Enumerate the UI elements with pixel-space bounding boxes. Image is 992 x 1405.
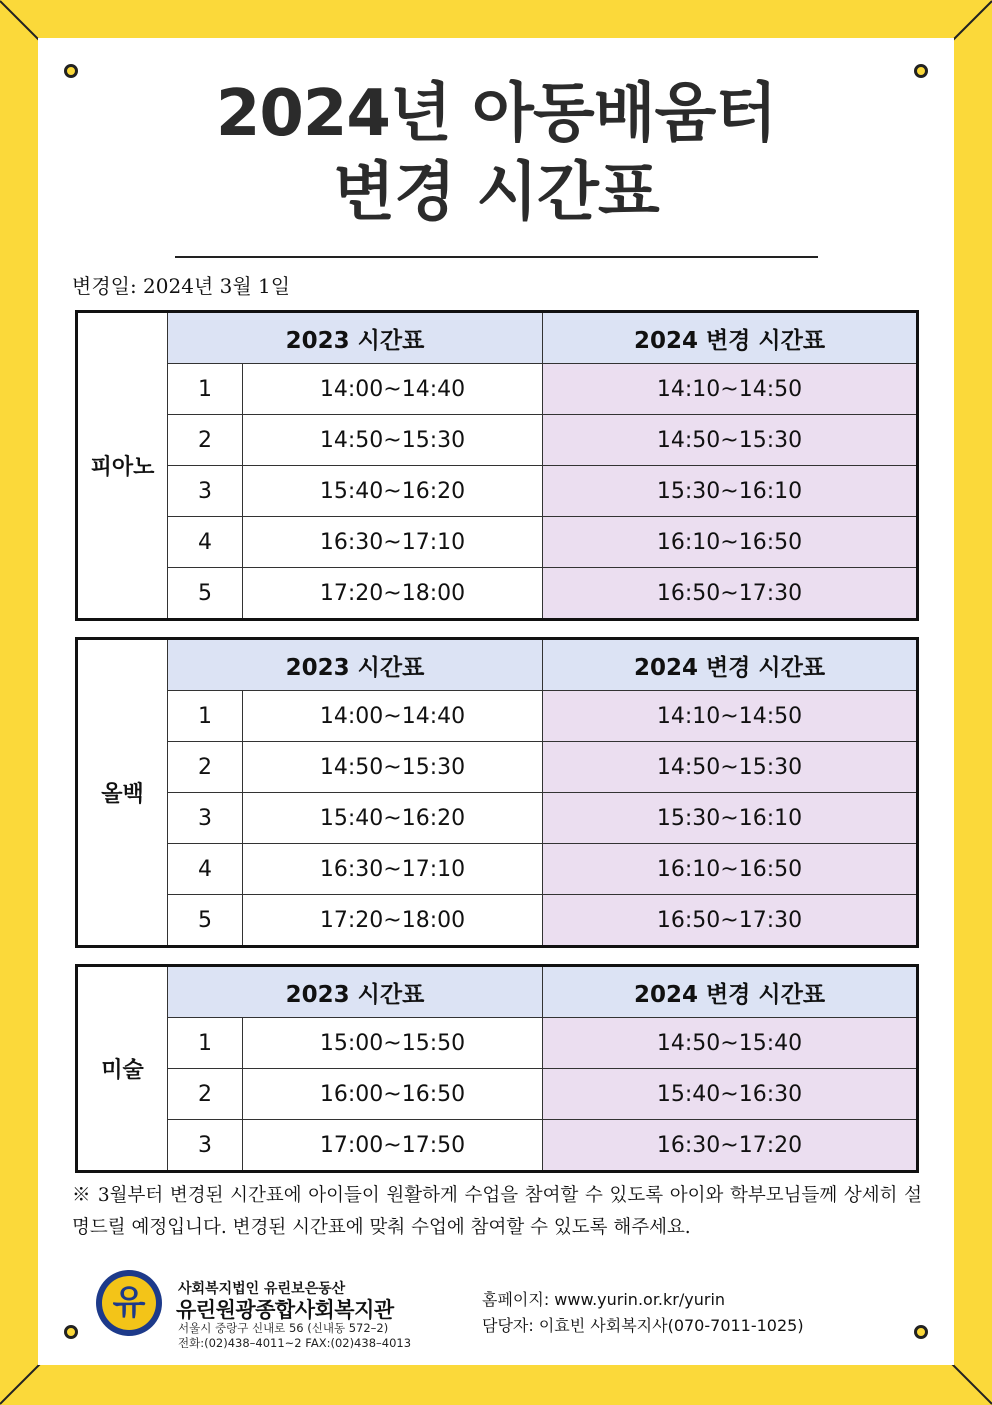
subject-label: 올백 bbox=[77, 639, 168, 947]
old-time: 14:00~14:40 bbox=[243, 364, 543, 415]
period-number: 1 bbox=[168, 364, 243, 415]
old-time: 17:00~17:50 bbox=[243, 1120, 543, 1172]
period-number: 4 bbox=[168, 517, 243, 568]
period-number: 5 bbox=[168, 895, 243, 947]
period-number: 3 bbox=[168, 793, 243, 844]
old-time: 16:30~17:10 bbox=[243, 517, 543, 568]
table-row bbox=[77, 895, 918, 947]
subject-label: 피아노 bbox=[77, 312, 168, 620]
org-name: 유린원광종합사회복지관 bbox=[176, 1298, 394, 1322]
period-number: 2 bbox=[168, 415, 243, 466]
period-number: 3 bbox=[168, 466, 243, 517]
page-title-line1: 2024년 아동배움터 bbox=[215, 77, 777, 151]
old-time: 16:30~17:10 bbox=[243, 844, 543, 895]
table-row bbox=[77, 742, 918, 793]
org-address: 서울시 중랑구 신내로 56 (신내동 572–2) bbox=[178, 1321, 389, 1335]
table-row bbox=[77, 691, 918, 742]
new-time: 16:50~17:30 bbox=[543, 895, 918, 947]
page-title-line2: 변경 시간표 bbox=[333, 156, 659, 230]
new-time: 16:10~16:50 bbox=[543, 517, 918, 568]
pin-icon-bottom-left bbox=[64, 1325, 78, 1339]
new-time: 14:50~15:30 bbox=[543, 742, 918, 793]
period-number: 3 bbox=[168, 1120, 243, 1172]
new-time: 14:50~15:30 bbox=[543, 415, 918, 466]
table-row bbox=[77, 1018, 918, 1069]
table-row bbox=[77, 568, 918, 620]
period-number: 4 bbox=[168, 844, 243, 895]
org-parent: 사회복지법인 유린보은동산 bbox=[178, 1281, 346, 1297]
table-row bbox=[77, 793, 918, 844]
old-time: 14:50~15:30 bbox=[243, 415, 543, 466]
period-number: 1 bbox=[168, 1018, 243, 1069]
old-time: 15:00~15:50 bbox=[243, 1018, 543, 1069]
org-phone-fax: 전화:(02)438–4011~2 FAX:(02)438–4013 bbox=[178, 1336, 412, 1350]
old-time: 17:20~18:00 bbox=[243, 568, 543, 620]
title-divider bbox=[175, 256, 818, 258]
new-time: 15:30~16:10 bbox=[543, 793, 918, 844]
new-time: 14:50~15:40 bbox=[543, 1018, 918, 1069]
table-row bbox=[77, 364, 918, 415]
schedule-table-art bbox=[75, 964, 919, 1173]
table-row bbox=[77, 1120, 918, 1172]
new-time: 14:10~14:50 bbox=[543, 691, 918, 742]
old-time: 16:00~16:50 bbox=[243, 1069, 543, 1120]
schedule-table-piano bbox=[75, 310, 919, 621]
header-2023: 2023 시간표 bbox=[168, 966, 543, 1018]
table-row bbox=[77, 466, 918, 517]
period-number: 2 bbox=[168, 1069, 243, 1120]
period-number: 5 bbox=[168, 568, 243, 620]
header-2024: 2024 변경 시간표 bbox=[543, 639, 918, 691]
new-time: 16:30~17:20 bbox=[543, 1120, 918, 1172]
new-time: 16:50~17:30 bbox=[543, 568, 918, 620]
header-2023: 2023 시간표 bbox=[168, 312, 543, 364]
header-2023: 2023 시간표 bbox=[168, 639, 543, 691]
period-number: 2 bbox=[168, 742, 243, 793]
change-date: 변경일: 2024년 3월 1일 bbox=[72, 274, 291, 298]
table-row bbox=[77, 517, 918, 568]
table-row bbox=[77, 1069, 918, 1120]
contact-person: 담당자: 이효빈 사회복지사(070-7011-1025) bbox=[482, 1316, 804, 1335]
pin-icon-bottom-right bbox=[914, 1325, 928, 1339]
table-row bbox=[77, 844, 918, 895]
header-2024: 2024 변경 시간표 bbox=[543, 312, 918, 364]
notice-text: ※ 3월부터 변경된 시간표에 아이들이 원활하게 수업을 참여할 수 있도록 아이와 학부모님들께 상세히 설명드릴 예정입니다. 변경된 시간표에 맞춰 수업에 참여할 수 있도록 해주세요. bbox=[72, 1185, 922, 1238]
new-time: 15:40~16:30 bbox=[543, 1069, 918, 1120]
new-time: 14:10~14:50 bbox=[543, 364, 918, 415]
period-number: 1 bbox=[168, 691, 243, 742]
table-row bbox=[77, 415, 918, 466]
new-time: 16:10~16:50 bbox=[543, 844, 918, 895]
subject-label: 미술 bbox=[77, 966, 168, 1172]
old-time: 17:20~18:00 bbox=[243, 895, 543, 947]
header-2024: 2024 변경 시간표 bbox=[543, 966, 918, 1018]
old-time: 14:00~14:40 bbox=[243, 691, 543, 742]
old-time: 14:50~15:30 bbox=[243, 742, 543, 793]
org-logo-icon: 유 bbox=[96, 1270, 162, 1336]
schedule-table-olbaek bbox=[75, 637, 919, 948]
old-time: 15:40~16:20 bbox=[243, 793, 543, 844]
new-time: 15:30~16:10 bbox=[543, 466, 918, 517]
homepage-link[interactable]: 홈페이지: www.yurin.or.kr/yurin bbox=[482, 1290, 726, 1309]
old-time: 15:40~16:20 bbox=[243, 466, 543, 517]
